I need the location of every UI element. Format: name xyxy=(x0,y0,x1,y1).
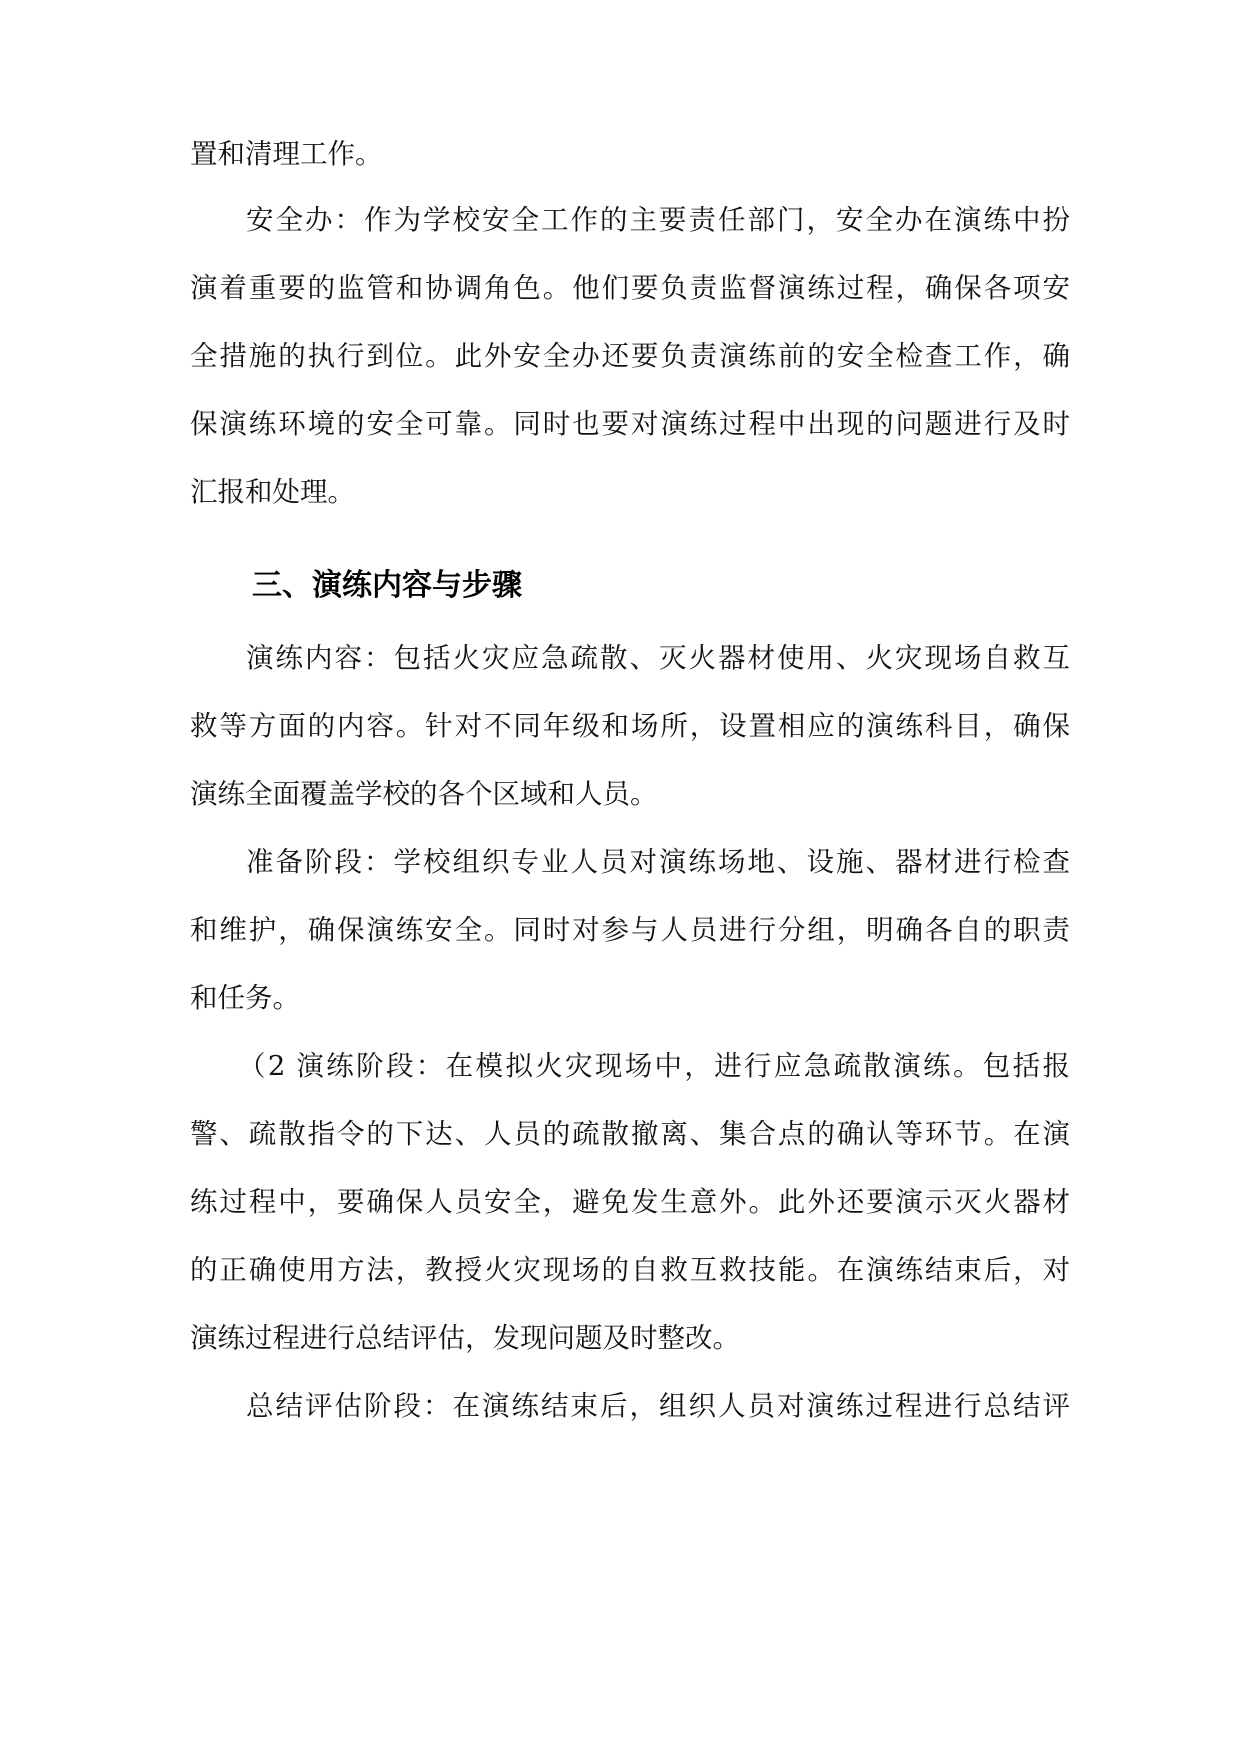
paragraph-line: 演练内容：包括火灾应急疏散、灭火器材使用、火灾现场自救互 xyxy=(246,642,1070,674)
paragraph-line: 和任务。 xyxy=(190,982,300,1014)
paragraph-line: 全措施的执行到位。此外安全办还要负责演练前的安全检查工作，确 xyxy=(190,340,1070,372)
paragraph-line: 保演练环境的安全可靠。同时也要对演练过程中出现的问题进行及时 xyxy=(190,408,1070,440)
paragraph-line: 置和清理工作。 xyxy=(190,138,383,170)
paragraph-line: 的正确使用方法，教授火灾现场的自救互救技能。在演练结束后，对 xyxy=(190,1254,1070,1286)
paragraph-line: 演着重要的监管和协调角色。他们要负责监督演练过程，确保各项安 xyxy=(190,272,1070,304)
paragraph-line: 总结评估阶段：在演练结束后，组织人员对演练过程进行总结评 xyxy=(246,1390,1070,1422)
paragraph-line: 演练过程进行总结评估，发现问题及时整改。 xyxy=(190,1322,740,1354)
paragraph-line: 演练全面覆盖学校的各个区域和人员。 xyxy=(190,778,658,810)
paragraph-line: 和维护，确保演练安全。同时对参与人员进行分组，明确各自的职责 xyxy=(190,914,1070,946)
paragraph-line: 救等方面的内容。针对不同年级和场所，设置相应的演练科目，确保 xyxy=(190,710,1070,742)
paragraph-line: 练过程中，要确保人员安全，避免发生意外。此外还要演示灭火器材 xyxy=(190,1186,1070,1218)
paragraph-line: （2 演练阶段：在模拟火灾现场中，进行应急疏散演练。包括报 xyxy=(238,1050,1070,1082)
paragraph-line: 安全办：作为学校安全工作的主要责任部门，安全办在演练中扮 xyxy=(246,204,1070,236)
paragraph-line: 汇报和处理。 xyxy=(190,476,355,508)
paragraph-line: 准备阶段：学校组织专业人员对演练场地、设施、器材进行检查 xyxy=(246,846,1070,878)
section-heading: 三、演练内容与步骤 xyxy=(252,568,522,603)
paragraph-line: 警、疏散指令的下达、人员的疏散撤离、集合点的确认等环节。在演 xyxy=(190,1118,1070,1150)
